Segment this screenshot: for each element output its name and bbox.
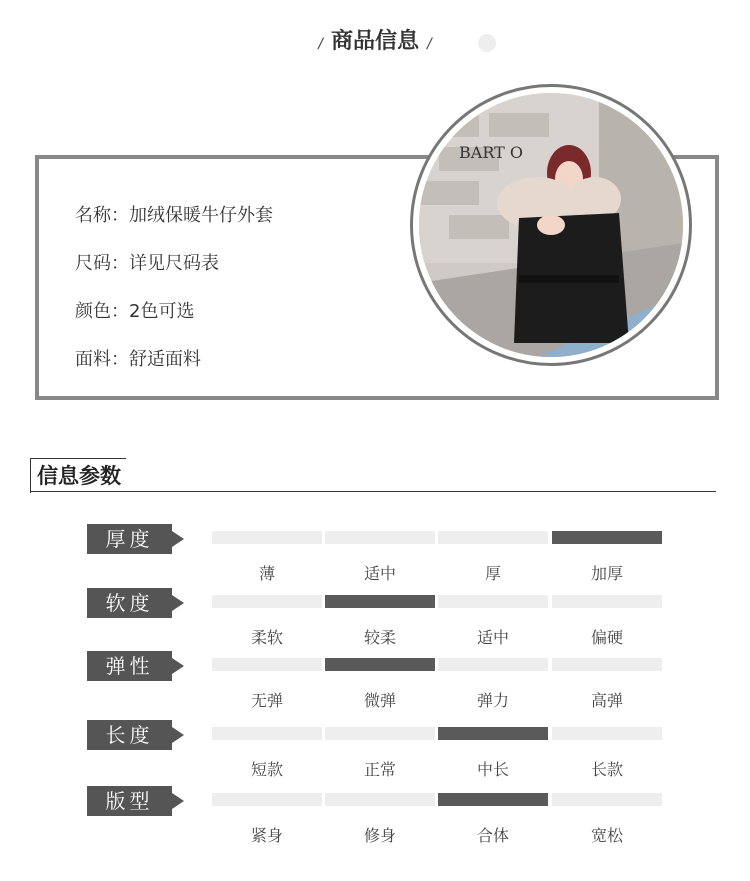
param-option-label: 长款: [590, 760, 623, 779]
page-title: 商品信息: [330, 29, 419, 54]
param-option-label: 适中: [476, 628, 509, 647]
decorative-dot: [478, 34, 496, 52]
param-bar-segment: [438, 727, 548, 740]
param-bar-segment: [212, 793, 322, 806]
param-option-label: 无弹: [250, 691, 283, 710]
param-option-label: 紧身: [250, 826, 283, 845]
param-bar-segment: [212, 531, 322, 544]
param-bar-segment: [212, 727, 322, 740]
param-option-label: 较柔: [363, 628, 396, 647]
param-option-label: 厚: [484, 564, 501, 583]
param-option-label: 薄: [258, 564, 275, 583]
info-color: 颜色：2色可选: [75, 301, 195, 322]
param-option-label: 加厚: [590, 564, 623, 583]
param-bar-segment: [552, 658, 662, 671]
param-bar-segment: [212, 658, 322, 671]
param-bar-segment: [212, 595, 322, 608]
header-right-mark: /: [427, 36, 432, 52]
params-section-title: 信息参数: [30, 458, 126, 493]
param-bar-segment: [552, 595, 662, 608]
product-photo: [419, 93, 683, 357]
param-option-label: 高弹: [590, 691, 623, 710]
param-option-label: 弹力: [476, 691, 509, 710]
param-option-label: 微弹: [363, 691, 396, 710]
param-label-length: 长度: [87, 720, 172, 750]
param-option-label: 偏硬: [590, 628, 623, 647]
param-bar-segment: [552, 531, 662, 544]
param-option-label: 合体: [476, 826, 509, 845]
param-option-label: 中长: [476, 760, 509, 779]
param-option-label: 正常: [363, 760, 396, 779]
param-option-label: 宽松: [590, 826, 623, 845]
params-section-header: [30, 458, 716, 494]
param-bar-segment: [325, 727, 435, 740]
page-header: [0, 24, 750, 55]
param-label-softness: 软度: [87, 588, 172, 618]
section-divider: [30, 491, 716, 492]
param-option-label: 短款: [250, 760, 283, 779]
param-bar-segment: [438, 595, 548, 608]
info-name: 名称：加绒保暖牛仔外套: [75, 205, 273, 226]
param-label-fit: 版型: [87, 786, 172, 816]
product-photo-frame: [410, 84, 692, 366]
param-bar-segment: [325, 531, 435, 544]
param-label-elasticity: 弹性: [87, 651, 172, 681]
param-bar-segment: [325, 595, 435, 608]
param-option-label: 柔软: [250, 628, 283, 647]
param-bar-segment: [325, 793, 435, 806]
param-bar-segment: [438, 531, 548, 544]
info-fabric: 面料：舒适面料: [75, 349, 201, 370]
param-option-label: 修身: [363, 826, 396, 845]
param-bar-segment: [438, 658, 548, 671]
param-bar-segment: [325, 658, 435, 671]
param-bar-segment: [552, 727, 662, 740]
info-size: 尺码：详见尺码表: [75, 253, 219, 274]
param-option-label: 适中: [363, 564, 396, 583]
param-bar-segment: [438, 793, 548, 806]
param-label-thickness: 厚度: [87, 524, 172, 554]
param-bar-segment: [552, 793, 662, 806]
header-left-mark: /: [318, 36, 323, 52]
photo-sign-text: BART O: [459, 143, 523, 162]
